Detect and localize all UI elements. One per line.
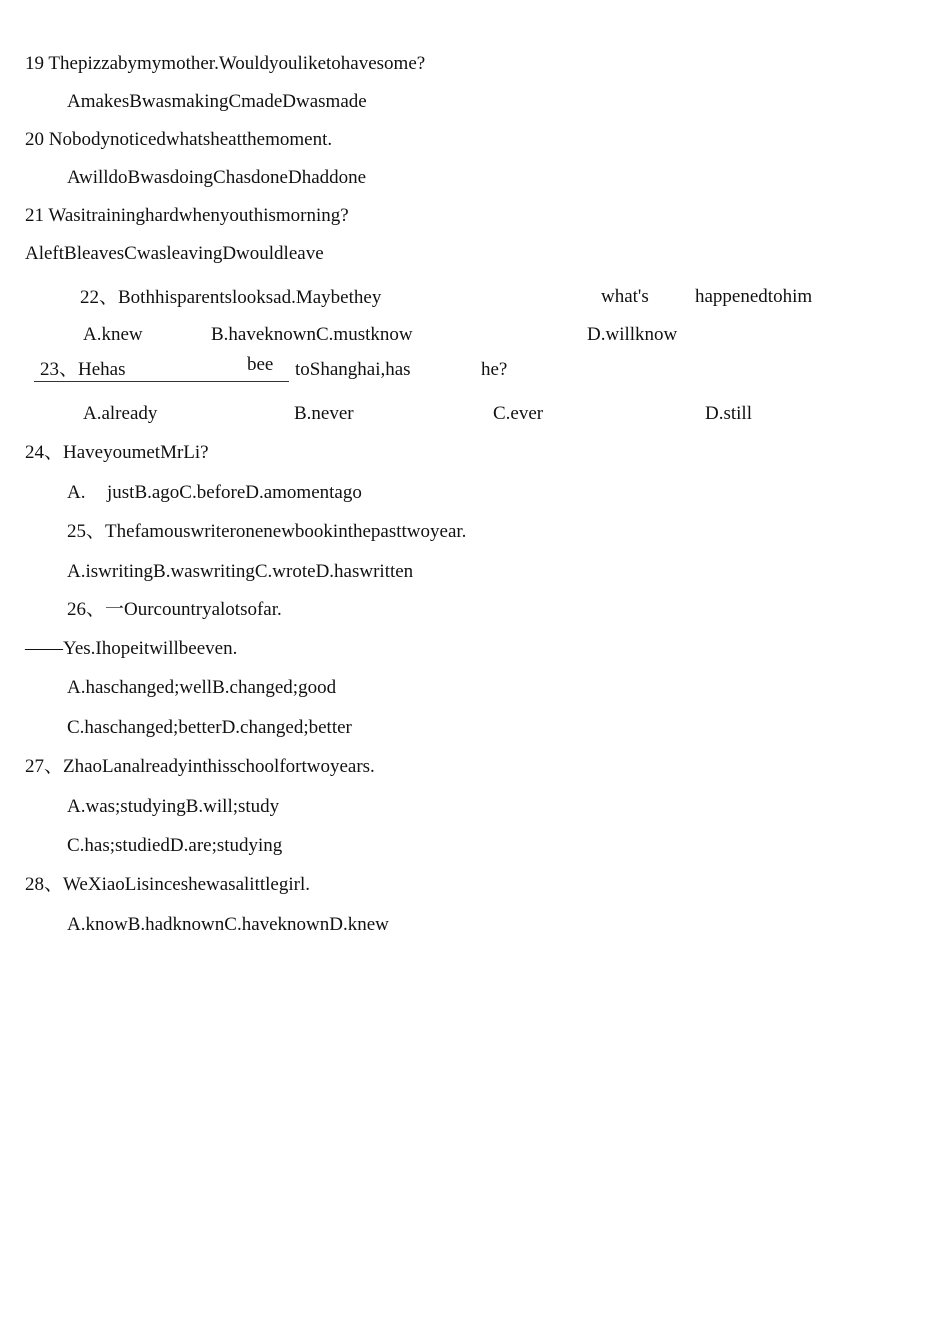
question-20-options: AwilldoBwasdoingChasdoneDhaddone: [67, 167, 367, 188]
question-22-stem-mid: what's: [601, 286, 649, 307]
question-23-stem-end: he?: [481, 359, 508, 380]
question-23-blank-fill: bee: [247, 354, 274, 375]
question-23-option-d: D.still: [705, 403, 752, 424]
question-25-options: A.iswritingB.waswritingC.wroteD.haswritten: [67, 561, 414, 582]
question-21-options: AleftBleavesCwasleavingDwouldleave: [25, 243, 324, 264]
question-24-option-a: A.: [67, 482, 86, 503]
question-22-stem-end: happenedtohim: [695, 286, 813, 307]
question-19-options: AmakesBwasmakingCmadeDwasmade: [67, 91, 367, 112]
question-26-stem: 26、一Ourcountryalotsofar.: [67, 599, 282, 620]
question-23-stem: 23、Hehas: [40, 359, 126, 380]
question-28-stem: 28、WeXiaoLisinceshewasalittlegirl.: [25, 874, 310, 895]
question-22-option-a: A.knew: [83, 324, 143, 345]
question-22-stem: 22、Bothhisparentslooksad.Maybethey: [80, 287, 382, 308]
question-27-options-2: C.has;studiedD.are;studying: [67, 835, 283, 856]
question-24-stem: 24、HaveyoumetMrLi?: [25, 442, 209, 463]
question-26-options-2: C.haschanged;betterD.changed;better: [67, 717, 352, 738]
question-22-options-bc: B.haveknownC.mustknow: [211, 324, 413, 345]
question-25-stem: 25、Thefamouswriteronenewbookinthepasttwoyear.: [67, 521, 467, 542]
question-19-stem: 19 Thepizzabymymother.Wouldyouliketohavesome?: [25, 53, 426, 74]
question-24-options-rest: justB.agoC.beforeD.amomentago: [107, 482, 362, 503]
question-23-option-b: B.never: [294, 403, 354, 424]
question-23-option-c: C.ever: [493, 403, 544, 424]
question-28-options: A.knowB.hadknownC.haveknownD.knew: [67, 914, 389, 935]
question-23-option-a: A.already: [83, 403, 158, 424]
question-20-stem: 20 Nobodynoticedwhatsheatthemoment.: [25, 129, 333, 150]
question-23-stem-mid: toShanghai,has: [295, 359, 411, 380]
question-23-blank-underline: [34, 381, 289, 382]
question-27-stem: 27、ZhaoLanalreadyinthisschoolfortwoyears.: [25, 756, 375, 777]
question-26-options-1: A.haschanged;wellB.changed;good: [67, 677, 337, 698]
question-21-stem: 21 Wasitraininghardwhenyouthismorning?: [25, 205, 349, 226]
question-26-reply: ——Yes.Ihopeitwillbeeven.: [25, 638, 238, 659]
question-22-option-d: D.willknow: [587, 324, 678, 345]
question-27-options-1: A.was;studyingB.will;study: [67, 796, 280, 817]
